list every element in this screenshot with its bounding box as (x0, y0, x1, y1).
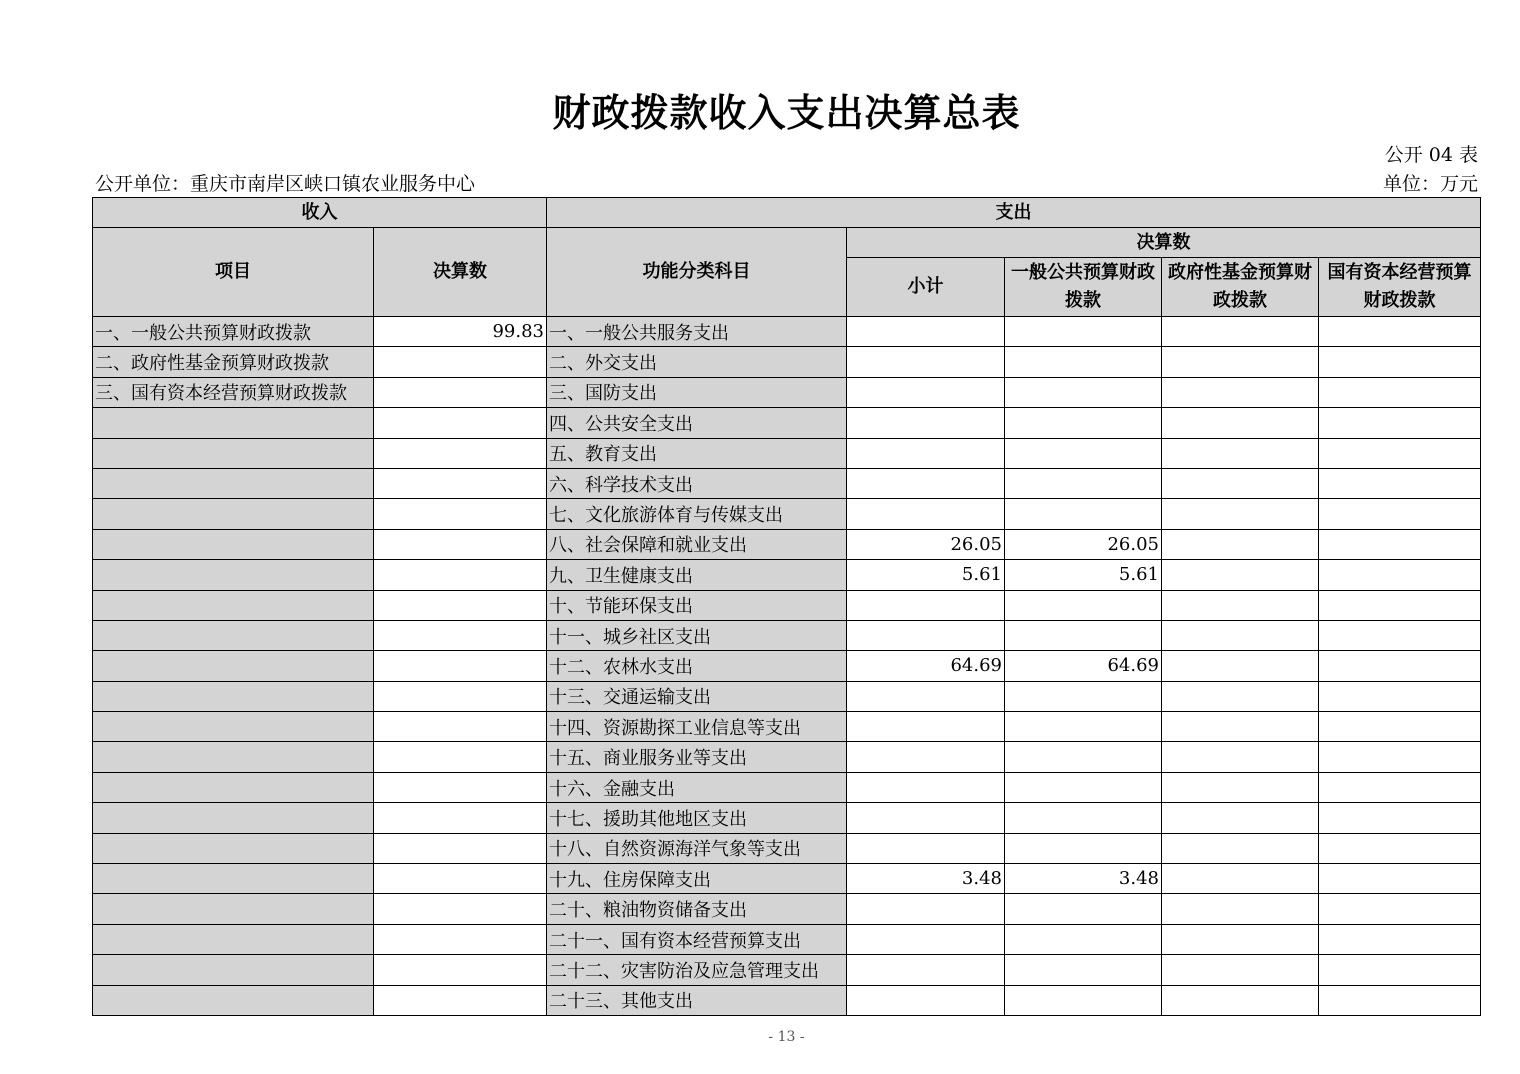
gov-fund-cell (1162, 742, 1319, 772)
income-amount-cell (374, 590, 547, 620)
table-row (93, 864, 1481, 894)
subtotal-cell (847, 408, 1005, 438)
income-item-cell: 一、一般公共预算财政拨款 (93, 317, 374, 347)
income-item-cell (93, 468, 374, 498)
expense-item-cell: 二十三、其他支出 (547, 985, 847, 1015)
gov-fund-cell (1162, 955, 1319, 985)
state-capital-cell (1319, 772, 1481, 802)
table-row (93, 468, 1481, 498)
gov-fund-cell (1162, 377, 1319, 407)
gov-fund-cell (1162, 651, 1319, 681)
general-budget-cell (1005, 712, 1162, 742)
income-amount-cell (374, 468, 547, 498)
subtotal-cell: 64.69 (847, 651, 1005, 681)
income-item-cell (93, 651, 374, 681)
state-capital-cell (1319, 560, 1481, 590)
income-amount-cell (374, 681, 547, 711)
subtotal-header: 小计 (847, 258, 1005, 317)
general-budget-cell: 5.61 (1005, 560, 1162, 590)
income-item-cell (93, 985, 374, 1015)
gov-fund-cell (1162, 985, 1319, 1015)
income-item-cell (93, 955, 374, 985)
general-budget-cell (1005, 499, 1162, 529)
expense-item-cell: 二十二、灾害防治及应急管理支出 (547, 955, 847, 985)
income-item-cell (93, 864, 374, 894)
gov-fund-header: 政府性基金预算财政拨款 (1162, 258, 1319, 317)
income-amount-cell (374, 712, 547, 742)
income-item-cell (93, 499, 374, 529)
state-capital-cell (1319, 712, 1481, 742)
table-row (93, 590, 1481, 620)
income-item-cell (93, 529, 374, 559)
income-amount-cell (374, 408, 547, 438)
subtotal-cell (847, 377, 1005, 407)
state-capital-cell (1319, 894, 1481, 924)
state-capital-cell (1319, 468, 1481, 498)
table-row (93, 894, 1481, 924)
final-amount-header: 决算数 (847, 228, 1481, 258)
table-row (93, 955, 1481, 985)
reporting-unit: 公开单位：重庆市南岸区峡口镇农业服务中心 (95, 173, 476, 195)
state-capital-header: 国有资本经营预算财政拨款 (1319, 258, 1481, 317)
expense-item-cell: 十七、援助其他地区支出 (547, 803, 847, 833)
subtotal-cell (847, 712, 1005, 742)
income-item-cell (93, 894, 374, 924)
income-item-cell (93, 438, 374, 468)
subtotal-cell (847, 438, 1005, 468)
table-row (93, 712, 1481, 742)
table-row (93, 317, 1481, 347)
state-capital-cell (1319, 408, 1481, 438)
gov-fund-cell (1162, 803, 1319, 833)
income-item-cell (93, 772, 374, 802)
expense-item-cell: 十九、住房保障支出 (547, 864, 847, 894)
gov-fund-cell (1162, 438, 1319, 468)
gov-fund-cell (1162, 833, 1319, 863)
general-budget-cell (1005, 317, 1162, 347)
subtotal-cell: 3.48 (847, 864, 1005, 894)
gov-fund-cell (1162, 529, 1319, 559)
general-budget-cell (1005, 985, 1162, 1015)
state-capital-cell (1319, 317, 1481, 347)
gov-fund-cell (1162, 712, 1319, 742)
subtotal-cell: 5.61 (847, 560, 1005, 590)
income-header: 收入 (93, 198, 547, 228)
state-capital-cell (1319, 499, 1481, 529)
expense-item-cell: 七、文化旅游体育与传媒支出 (547, 499, 847, 529)
income-amount-cell (374, 377, 547, 407)
table-row (93, 347, 1481, 377)
expense-item-cell: 十二、农林水支出 (547, 651, 847, 681)
income-amount-cell (374, 833, 547, 863)
subtotal-cell (847, 772, 1005, 802)
currency-unit: 单位：万元 (1382, 173, 1478, 195)
table-row (93, 438, 1481, 468)
income-item-cell (93, 833, 374, 863)
income-item-cell (93, 924, 374, 954)
amount-header: 决算数 (374, 228, 547, 317)
income-amount-cell (374, 864, 547, 894)
expense-item-cell: 十一、城乡社区支出 (547, 620, 847, 650)
general-budget-cell (1005, 347, 1162, 377)
subtotal-cell (847, 620, 1005, 650)
state-capital-cell (1319, 955, 1481, 985)
gov-fund-cell (1162, 620, 1319, 650)
table-row (93, 985, 1481, 1015)
state-capital-cell (1319, 833, 1481, 863)
subtotal-cell (847, 803, 1005, 833)
expense-item-cell: 十五、商业服务业等支出 (547, 742, 847, 772)
table-row (93, 377, 1481, 407)
gov-fund-cell (1162, 468, 1319, 498)
gov-fund-cell (1162, 499, 1319, 529)
expense-item-cell: 八、社会保障和就业支出 (547, 529, 847, 559)
table-body (93, 317, 1481, 1016)
subtotal-cell (847, 317, 1005, 347)
expense-item-cell: 三、国防支出 (547, 377, 847, 407)
state-capital-cell (1319, 590, 1481, 620)
expense-item-cell: 十八、自然资源海洋气象等支出 (547, 833, 847, 863)
general-budget-cell (1005, 924, 1162, 954)
state-capital-cell (1319, 620, 1481, 650)
expense-header: 支出 (547, 198, 1481, 228)
income-amount-cell (374, 894, 547, 924)
income-amount-cell (374, 620, 547, 650)
income-amount-cell (374, 803, 547, 833)
subtotal-cell (847, 894, 1005, 924)
func-subject-header: 功能分类科目 (547, 228, 847, 317)
gov-fund-cell (1162, 590, 1319, 620)
state-capital-cell (1319, 651, 1481, 681)
general-budget-cell: 3.48 (1005, 864, 1162, 894)
gov-fund-cell (1162, 681, 1319, 711)
state-capital-cell (1319, 438, 1481, 468)
income-item-cell (93, 590, 374, 620)
table-row (93, 803, 1481, 833)
general-budget-cell (1005, 620, 1162, 650)
table-row (93, 529, 1481, 559)
general-budget-cell (1005, 742, 1162, 772)
subtotal-cell (847, 590, 1005, 620)
state-capital-cell (1319, 347, 1481, 377)
expense-item-cell: 二十一、国有资本经营预算支出 (547, 924, 847, 954)
expense-item-cell: 二十、粮油物资储备支出 (547, 894, 847, 924)
income-amount-cell: 99.83 (374, 317, 547, 347)
subtotal-cell (847, 742, 1005, 772)
income-amount-cell (374, 651, 547, 681)
income-amount-cell (374, 529, 547, 559)
expense-item-cell: 九、卫生健康支出 (547, 560, 847, 590)
table-row (93, 620, 1481, 650)
state-capital-cell (1319, 864, 1481, 894)
page-number: - 13 - (768, 1029, 805, 1045)
state-capital-cell (1319, 742, 1481, 772)
general-budget-cell (1005, 894, 1162, 924)
income-amount-cell (374, 499, 547, 529)
income-item-cell (93, 681, 374, 711)
general-budget-cell: 26.05 (1005, 529, 1162, 559)
table-row (93, 408, 1481, 438)
income-item-cell (93, 803, 374, 833)
income-amount-cell (374, 347, 547, 377)
gov-fund-cell (1162, 864, 1319, 894)
subtotal-cell (847, 499, 1005, 529)
income-amount-cell (374, 742, 547, 772)
subtotal-cell (847, 347, 1005, 377)
general-budget-header: 一般公共预算财政拨款 (1005, 258, 1162, 317)
table-row (93, 499, 1481, 529)
expense-item-cell: 一、一般公共服务支出 (547, 317, 847, 347)
item-header: 项目 (93, 228, 374, 317)
income-item-cell (93, 408, 374, 438)
table-row (93, 772, 1481, 802)
general-budget-cell (1005, 772, 1162, 802)
income-item-cell (93, 712, 374, 742)
general-budget-cell (1005, 438, 1162, 468)
general-budget-cell (1005, 955, 1162, 985)
state-capital-cell (1319, 681, 1481, 711)
table-row (93, 924, 1481, 954)
income-amount-cell (374, 560, 547, 590)
general-budget-cell: 64.69 (1005, 651, 1162, 681)
subtotal-cell (847, 833, 1005, 863)
expense-item-cell: 十六、金融支出 (547, 772, 847, 802)
general-budget-cell (1005, 590, 1162, 620)
general-budget-cell (1005, 377, 1162, 407)
expense-item-cell: 四、公共安全支出 (547, 408, 847, 438)
subtotal-cell: 26.05 (847, 529, 1005, 559)
state-capital-cell (1319, 377, 1481, 407)
table-number: 公开 04 表 (1384, 144, 1478, 166)
income-amount-cell (374, 985, 547, 1015)
income-item-cell: 二、政府性基金预算财政拨款 (93, 347, 374, 377)
income-amount-cell (374, 438, 547, 468)
gov-fund-cell (1162, 347, 1319, 377)
gov-fund-cell (1162, 924, 1319, 954)
income-item-cell (93, 560, 374, 590)
income-item-cell (93, 620, 374, 650)
subtotal-cell (847, 924, 1005, 954)
general-budget-cell (1005, 833, 1162, 863)
budget-table (92, 197, 1481, 1016)
gov-fund-cell (1162, 408, 1319, 438)
table-row (93, 560, 1481, 590)
income-item-cell: 三、国有资本经营预算财政拨款 (93, 377, 374, 407)
income-amount-cell (374, 955, 547, 985)
expense-item-cell: 六、科学技术支出 (547, 468, 847, 498)
table-row (93, 833, 1481, 863)
table-row (93, 681, 1481, 711)
subtotal-cell (847, 955, 1005, 985)
table-row (93, 651, 1481, 681)
subtotal-cell (847, 681, 1005, 711)
gov-fund-cell (1162, 317, 1319, 347)
page-title: 财政拨款收入支出决算总表 (552, 90, 1021, 135)
table-row (93, 742, 1481, 772)
subtotal-cell (847, 468, 1005, 498)
income-amount-cell (374, 772, 547, 802)
expense-item-cell: 二、外交支出 (547, 347, 847, 377)
subtotal-cell (847, 985, 1005, 1015)
gov-fund-cell (1162, 560, 1319, 590)
state-capital-cell (1319, 985, 1481, 1015)
general-budget-cell (1005, 803, 1162, 833)
gov-fund-cell (1162, 894, 1319, 924)
expense-item-cell: 十三、交通运输支出 (547, 681, 847, 711)
general-budget-cell (1005, 408, 1162, 438)
state-capital-cell (1319, 803, 1481, 833)
general-budget-cell (1005, 681, 1162, 711)
income-amount-cell (374, 924, 547, 954)
expense-item-cell: 十、节能环保支出 (547, 590, 847, 620)
state-capital-cell (1319, 529, 1481, 559)
general-budget-cell (1005, 468, 1162, 498)
expense-item-cell: 五、教育支出 (547, 438, 847, 468)
state-capital-cell (1319, 924, 1481, 954)
expense-item-cell: 十四、资源勘探工业信息等支出 (547, 712, 847, 742)
gov-fund-cell (1162, 772, 1319, 802)
income-item-cell (93, 742, 374, 772)
